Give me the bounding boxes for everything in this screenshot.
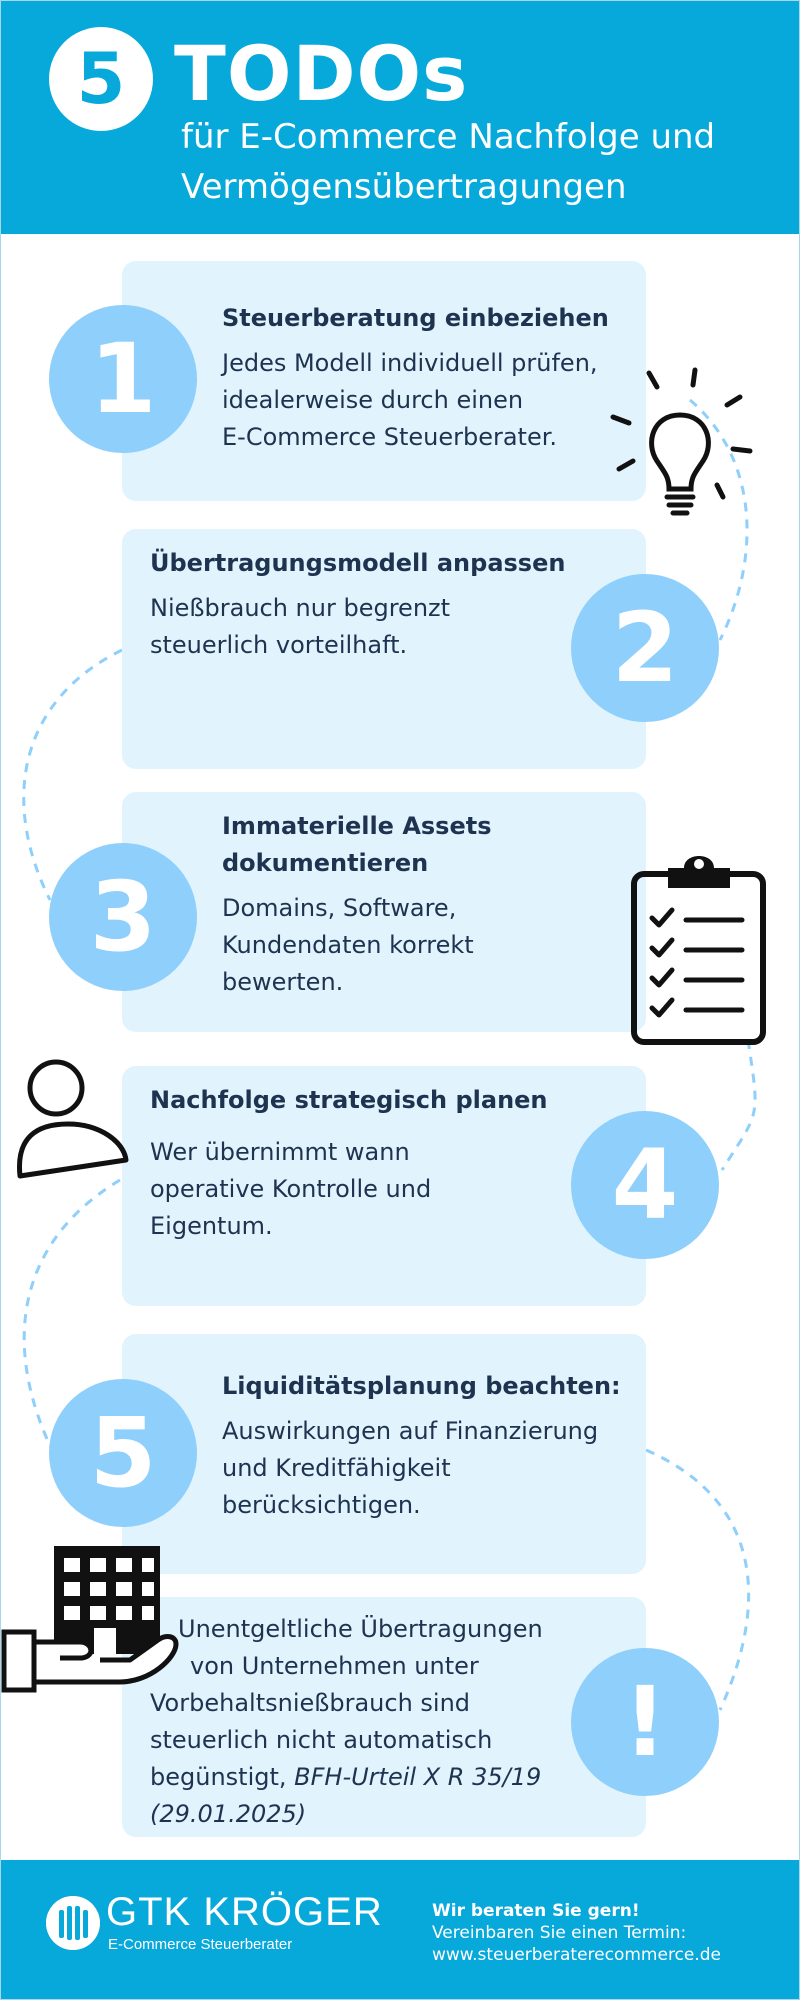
- footer-website-link[interactable]: www.steuerberaterecommerce.de: [432, 1945, 722, 1965]
- todo-card-4: [122, 1066, 646, 1306]
- todo-description: Jedes Modell individuell prüfen, idealerweise durch einen E-Commerce Steuerberater.: [222, 349, 598, 451]
- todo-card-2: [122, 529, 646, 769]
- company-logo-subtitle: E-Commerce Steuerberater: [108, 1936, 293, 1953]
- lightbulb-icon: [605, 365, 755, 525]
- person-icon: [16, 1058, 130, 1180]
- gtk-kroeger-logo-icon: [46, 1896, 100, 1950]
- todo-card-1: [122, 261, 646, 501]
- todo-card-3: [122, 792, 646, 1032]
- todo-title: Übertragungsmodell anpassen: [150, 549, 566, 577]
- todo-description: Domains, Software, Kundendaten korrekt bewerten.: [222, 894, 474, 996]
- todo-title: Liquiditätsplanung beachten:: [222, 1372, 621, 1400]
- step-number-1: 1: [49, 305, 197, 453]
- step-number-4: 4: [571, 1111, 719, 1259]
- clipboard-checklist-icon: [626, 848, 771, 1048]
- building-in-hand-icon: [0, 1532, 180, 1694]
- footer-appointment-text: Vereinbaren Sie einen Termin:: [432, 1923, 687, 1943]
- court-ruling-reference: BFH-Urteil X R 35/19: [294, 1763, 542, 1791]
- step-number-5: 5: [49, 1379, 197, 1527]
- header-banner: [0, 0, 800, 234]
- footer-lead: Wir beraten Sie gern!: [432, 1901, 640, 1921]
- step-number-3: 3: [49, 843, 197, 991]
- note-text: Unentgeltliche Übertragungen von Unternehmen unter Vorbehaltsnießbrauch sind steuerlich nicht automatisch begünstigt, BFH-Urteil X R 35/19 (29.01.2025): [150, 1615, 543, 1828]
- todo-card-5: [122, 1334, 646, 1574]
- step-number-2: 2: [571, 574, 719, 722]
- note-exclamation-badge: !: [571, 1648, 719, 1796]
- page-subtitle: für E-Commerce Nachfolge und Vermögensübertragungen: [181, 117, 716, 207]
- todo-description: Auswirkungen auf Finanzierung und Kreditfähigkeit berücksichtigen.: [222, 1417, 599, 1519]
- footer-banner: [0, 1860, 800, 2000]
- page-title: TODOs: [174, 29, 469, 118]
- todo-title: Steuerberatung einbeziehen: [222, 304, 609, 332]
- company-logo-text: GTK KRÖGER: [106, 1890, 383, 1934]
- note-card: [122, 1597, 646, 1837]
- todo-title: Nachfolge strategisch planen: [150, 1086, 548, 1114]
- header-count-badge: 5: [49, 27, 153, 131]
- todo-description: Wer übernimmt wann operative Kontrolle und Eigentum.: [150, 1138, 432, 1240]
- todo-title: Immaterielle Assets dokumentieren: [222, 812, 492, 877]
- todo-description: Nießbrauch nur begrenzt steuerlich vorteilhaft.: [150, 594, 451, 659]
